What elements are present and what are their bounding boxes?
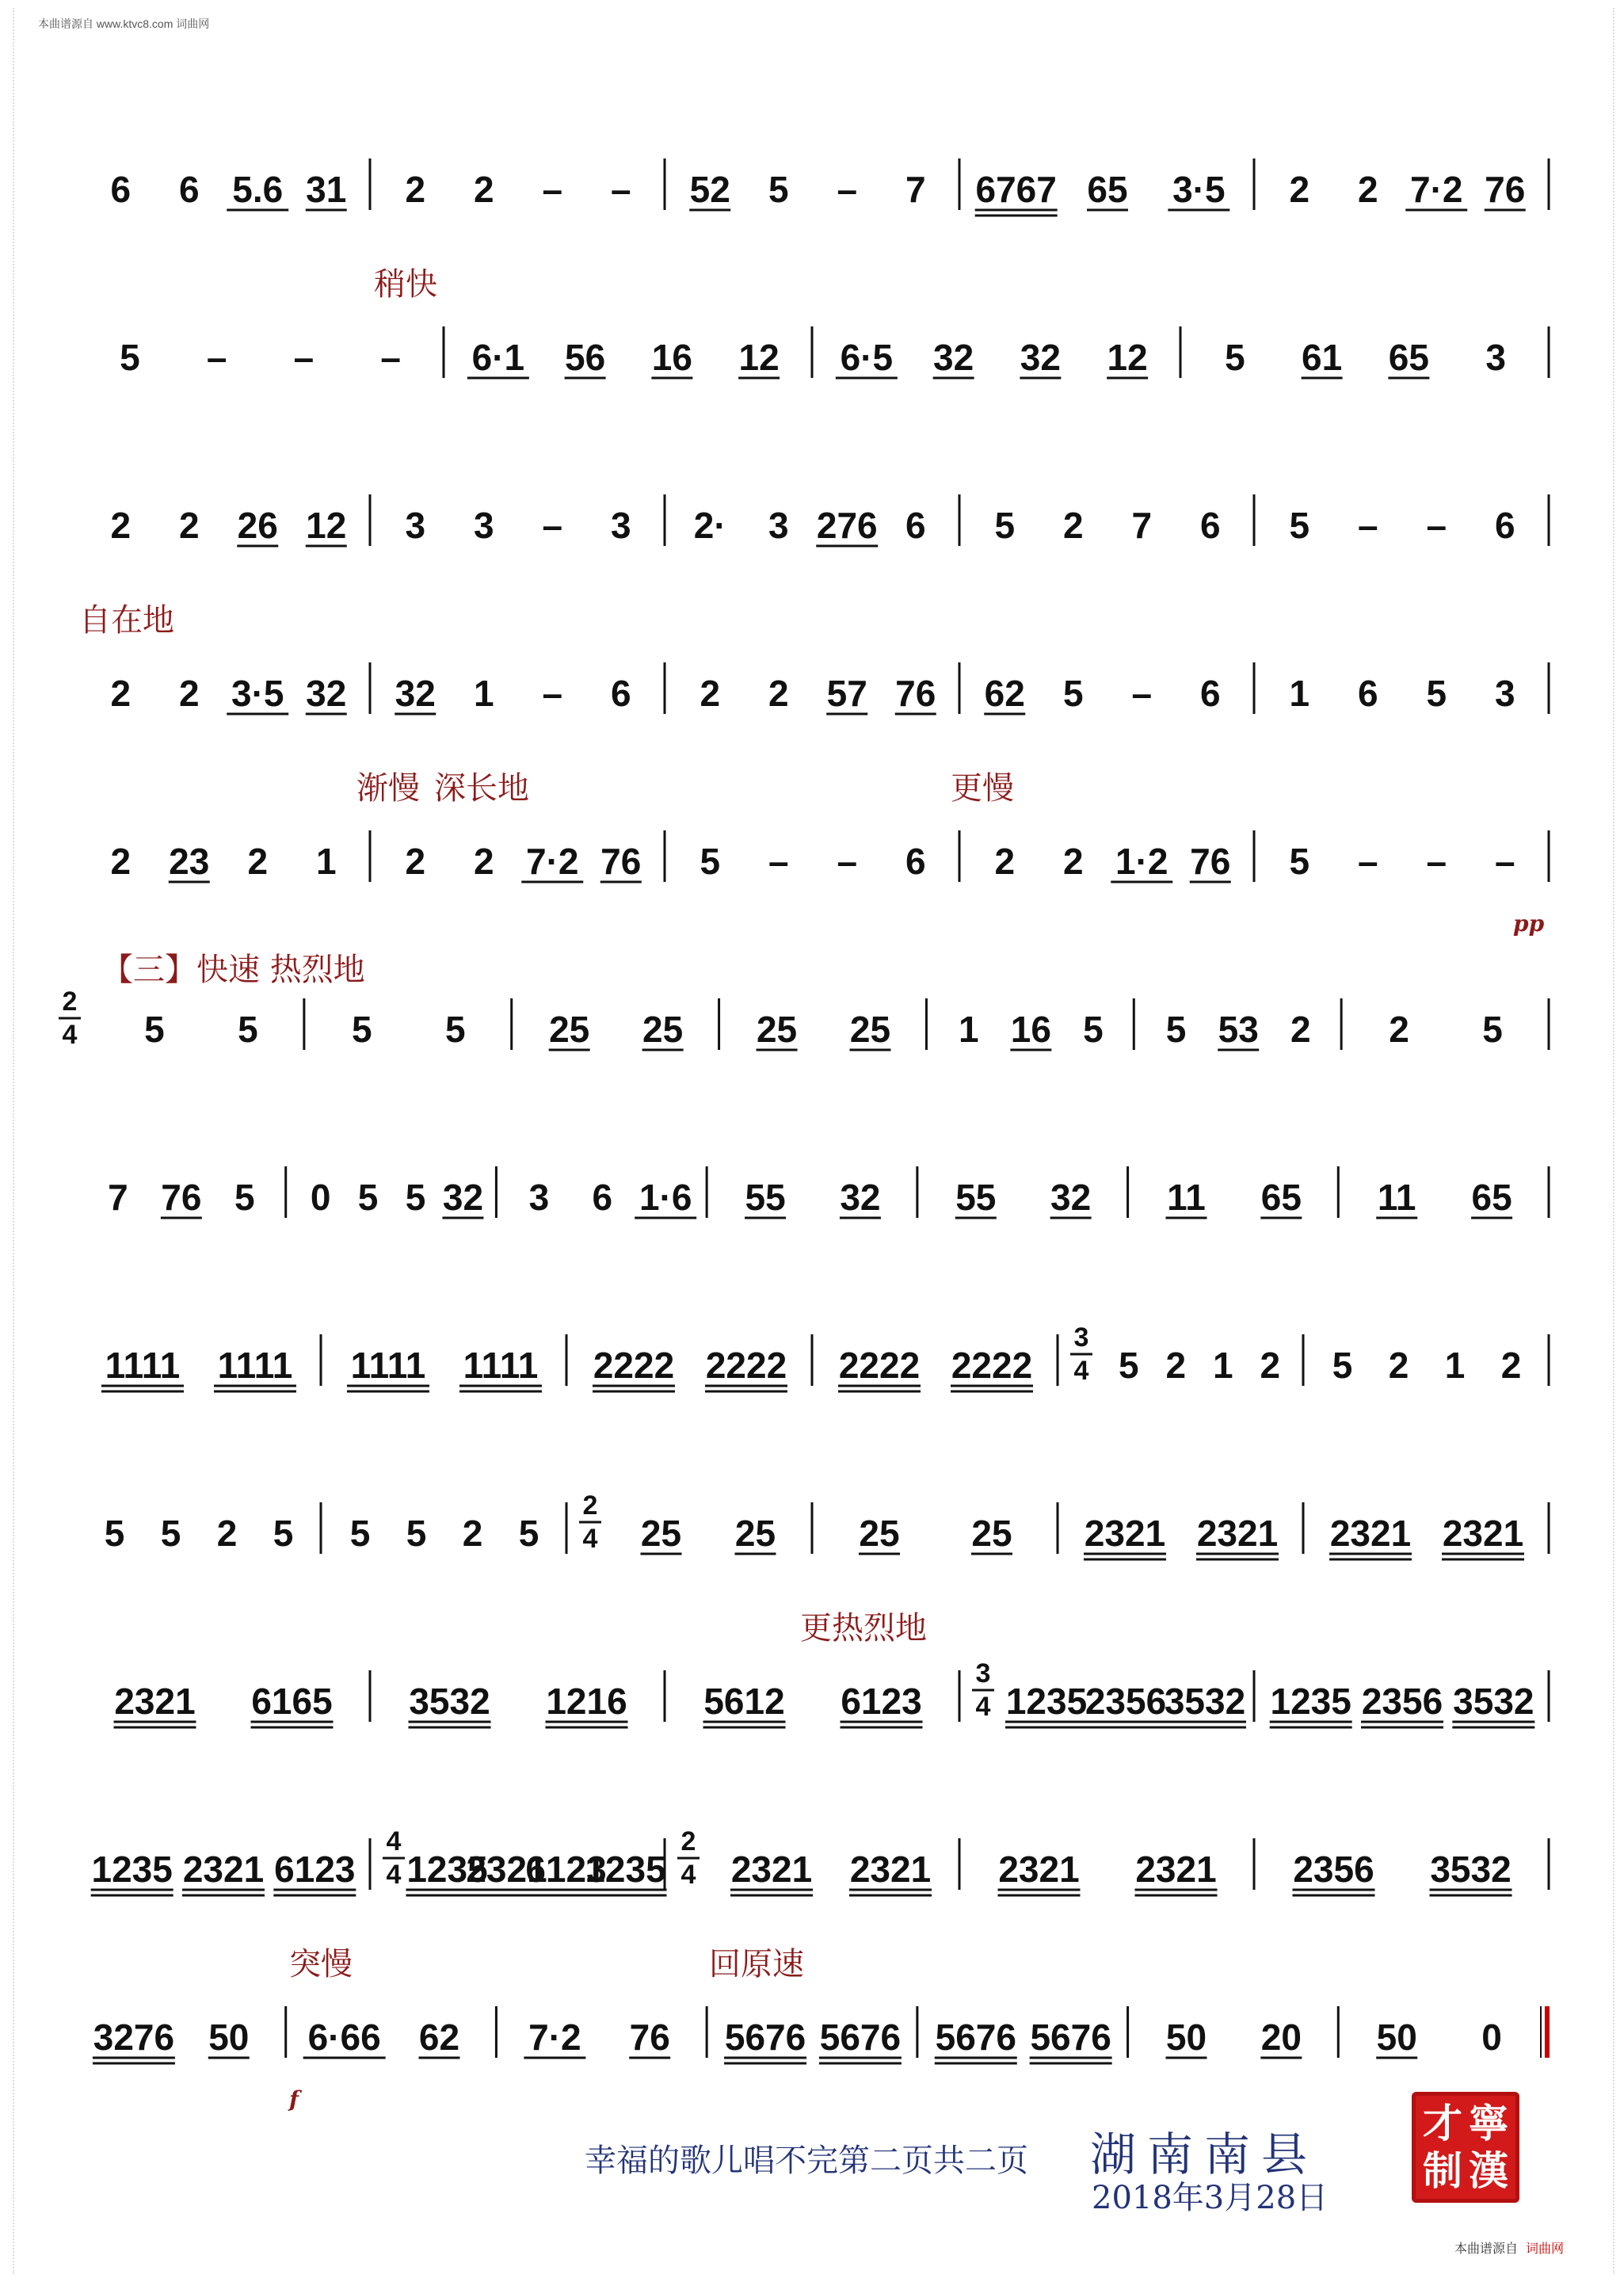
dynamic-mark: f [289,2086,299,2112]
time-signature: 3 [1073,1322,1089,1353]
note-group: 6·5 [840,337,894,378]
note-group: – [1357,505,1378,546]
note-group: 50 [208,2017,250,2058]
note-group: – [1357,841,1378,882]
note-group: 5 [349,1513,371,1554]
note-group: 2321 [1196,1513,1279,1554]
note-group: 2321 [182,1849,265,1890]
note-group: 3532 [1164,1681,1246,1722]
note-group: 7 [1131,505,1153,546]
note-group: 57 [826,673,867,714]
note-group: 25 [549,1009,590,1050]
note-group: 7 [905,169,926,210]
note-group: 7 [108,1177,128,1218]
note-group: – [1131,673,1153,714]
note-group: 5 [700,841,721,882]
note-group: 1216 [546,1681,627,1722]
note-group: 5 [444,1009,466,1050]
note-group: 65 [1388,337,1429,378]
page-footer-title: 幸福的歌儿唱不完第二页共二页 [585,2143,1028,2179]
note-group: 65 [1260,1177,1302,1218]
note-group: 50 [1376,2017,1417,2058]
note-group: 5 [160,1513,181,1554]
note-group: 2 [1357,169,1378,210]
time-signature: 4 [1073,1356,1089,1386]
note-group: 2 [110,505,132,546]
note-group: 5 [1118,1345,1139,1386]
note-group: 1235 [1270,1681,1351,1722]
note-group: 5 [518,1513,539,1554]
note-group: 5 [1289,505,1310,546]
note-group: – [1494,841,1515,882]
note-group: 2 [1062,841,1084,882]
note-group: 5676 [1030,2017,1111,2058]
note-group: 50 [1165,2017,1207,2058]
note-group: 2222 [951,1345,1033,1386]
note-group: 26 [237,505,278,546]
note-group: 2 [994,841,1016,882]
note-group: 0 [310,1177,331,1218]
note-group: 2 [473,169,494,210]
note-group: 1235 [585,1849,666,1890]
note-group: 12 [1107,337,1148,378]
note-group: 5 [234,1177,255,1218]
note-group: 25 [640,1513,682,1554]
note-group: 3 [1494,673,1515,714]
note-group: – [542,505,563,546]
note-group: 25 [642,1009,684,1050]
note-group: 2321 [1329,1513,1412,1554]
note-group: 32 [1020,337,1061,378]
note-group: 32 [306,673,347,714]
note-group: 23 [169,841,210,882]
note-group: 2 [1389,1009,1409,1050]
note-group: 53 [1218,1009,1259,1050]
note-group: 52 [689,169,730,210]
note-group: 5.6 [232,169,284,210]
note-group: 3·5 [1172,169,1226,210]
note-group: 6 [610,673,631,714]
note-group: 276 [816,505,878,546]
note-group: 2321 [730,1849,813,1890]
note-group: 11 [1167,1177,1206,1218]
note-group: 61 [1302,337,1343,378]
note-group: 25 [756,1009,798,1050]
note-group: 25 [971,1513,1012,1554]
note-group: 2· [693,505,726,546]
note-group: 2 [247,841,269,882]
note-group: 2 [473,841,494,882]
note-group: 1 [958,1009,979,1050]
note-group: 25 [734,1513,776,1554]
note-group: 5676 [724,2017,806,2058]
note-group: 2321 [849,1849,932,1890]
tempo-mark: 回原速 [709,1946,804,1982]
note-group: 2222 [593,1345,675,1386]
note-group: 2 [110,673,132,714]
note-group: 6·1 [471,337,525,378]
red-seal-stamp [1412,2092,1519,2203]
note-group: 2 [1165,1345,1187,1386]
note-group: 2321 [1084,1513,1166,1554]
note-group: – [542,169,563,210]
note-group: 2 [462,1513,483,1554]
note-group: 5 [144,1009,165,1050]
note-group: 2222 [838,1345,921,1386]
seal-char: 漢 [1469,2147,1508,2194]
note-group: – [542,673,563,714]
note-group: – [610,169,631,210]
note-group: 76 [1485,169,1526,210]
note-group: 2 [110,841,132,882]
tempo-mark: 突慢 [289,1946,353,1982]
note-group: 3276 [93,2017,175,2058]
note-group: 32 [442,1177,484,1218]
note-group: 2356 [1085,1681,1167,1722]
note-group: 5 [1165,1009,1187,1050]
note-group: 2 [405,169,426,210]
note-group: 2321 [114,1681,196,1722]
note-group: 3 [1485,337,1506,378]
note-group: – [837,841,858,882]
note-group: 25 [849,1009,891,1050]
note-group: 2 [1500,1345,1522,1386]
note-group: 6 [1199,505,1221,546]
note-group: 2 [768,673,789,714]
note-group: 20 [1260,2017,1302,2058]
note-group: 6·66 [307,2017,381,2058]
seal-char: 才 [1423,2100,1462,2147]
note-group: – [206,337,227,378]
note-group: 5 [273,1513,294,1554]
note-group: 2321 [1442,1513,1524,1554]
note-group: 1 [1444,1345,1466,1386]
seal-char: 制 [1423,2147,1462,2194]
note-group: 1 [315,841,337,882]
note-group: 3 [473,505,494,546]
note-group: 1·2 [1115,841,1168,882]
note-group: 62 [418,2017,460,2058]
note-group: 2 [1290,1009,1311,1050]
note-group: 6123 [274,1849,356,1890]
footer-date: 2018年3月28日 [1092,2180,1329,2216]
note-group: 32 [395,673,436,714]
note-group: 1235 [91,1849,173,1890]
note-group: 5676 [819,2017,902,2058]
note-group: 2321 [466,1849,547,1890]
footer-place: 湖南南县 [1090,2127,1319,2181]
note-group: 1111 [105,1345,181,1386]
note-group: 5612 [703,1681,785,1722]
note-group: 6 [905,505,926,546]
time-signature: 4 [386,1826,402,1857]
note-group: – [837,169,858,210]
time-signature: 4 [62,1020,78,1050]
note-group: 5 [238,1009,258,1050]
note-group: 1·6 [639,1177,692,1218]
note-group: 5 [994,505,1016,546]
note-group: 6123 [841,1681,922,1722]
note-group: 2 [1062,505,1084,546]
note-group: 1 [1212,1345,1233,1386]
note-group: 3 [405,505,426,546]
note-group: 3532 [1453,1681,1534,1722]
note-group: 11 [1377,1177,1416,1218]
time-signature: 2 [62,986,78,1017]
time-signature: 4 [680,1860,696,1890]
note-group: 2 [178,673,200,714]
note-group: 6 [110,169,132,210]
source-credit: 本曲谱源自 www.ktvc8.com 词曲网 [38,17,210,30]
note-group: 56 [565,337,606,378]
note-group: 65 [1087,169,1128,210]
note-group: 5 [406,1513,427,1554]
time-signature: 2 [582,1490,598,1521]
tempo-mark: 渐慢 [356,770,420,807]
note-group: 2 [700,673,721,714]
note-group: 5 [405,1177,426,1218]
note-group: 2 [1289,169,1310,210]
note-group: 6767 [975,169,1057,210]
note-group: 12 [738,337,780,378]
bottom-credit: 本曲谱源自 词曲网 [1454,2242,1565,2256]
note-group: 2356 [1293,1849,1374,1890]
tempo-mark: 更热烈地 [800,1610,927,1647]
note-group: 3·5 [231,673,284,714]
note-group: 5 [768,169,789,210]
tempo-mark: 更慢 [951,770,1014,807]
note-group: 2 [216,1513,238,1554]
note-group: 32 [1050,1177,1092,1218]
note-group: 6 [178,169,200,210]
note-group: – [293,337,315,378]
note-group: 0 [1481,2017,1502,2058]
note-group: 3 [610,505,631,546]
note-group: 6 [1494,505,1515,546]
note-group: 2 [1260,1345,1281,1386]
note-group: 16 [651,337,692,378]
note-group: 12 [306,505,347,546]
note-group: – [1426,505,1447,546]
note-group: 1111 [463,1345,539,1386]
note-group: 32 [933,337,974,378]
note-group: 55 [955,1177,997,1218]
note-group: – [768,841,789,882]
note-group: 2 [1388,1345,1409,1386]
tempo-mark: 深长地 [434,770,529,807]
note-group: 2321 [1135,1849,1217,1890]
note-group: 1 [473,673,494,714]
note-group: 65 [1471,1177,1512,1218]
note-group: 6 [1357,673,1378,714]
note-group: 3 [528,1177,550,1218]
tempo-mark: 自在地 [79,602,174,639]
note-group: 5 [104,1513,125,1554]
note-group: 32 [840,1177,881,1218]
note-group: 5 [1083,1009,1104,1050]
time-signature: 2 [680,1826,696,1857]
dynamic-mark: pp [1513,910,1545,937]
note-group: 76 [1190,841,1231,882]
note-group: – [380,337,401,378]
note-group: 2321 [998,1849,1080,1890]
note-group: 5 [1225,337,1245,378]
note-group: 1111 [350,1345,426,1386]
note-group: 2222 [705,1345,787,1386]
note-group: 76 [629,2017,670,2058]
bottom-site: 词曲网 [1526,2242,1565,2256]
note-group: 5 [1062,673,1084,714]
note-group: 3532 [409,1681,490,1722]
note-group: – [1426,841,1447,882]
section-label: 【三】快速 热烈地 [101,952,365,988]
note-group: 6 [905,841,926,882]
note-group: 55 [745,1177,786,1218]
note-group: 5 [1289,841,1310,882]
note-group: 3532 [1430,1849,1512,1890]
note-group: 5 [120,337,140,378]
note-group: 76 [600,841,642,882]
note-group: 7·2 [528,2017,581,2058]
note-group: 16 [1010,1009,1051,1050]
note-group: 76 [161,1177,202,1218]
note-group: 2 [178,505,200,546]
time-signature: 3 [975,1658,991,1689]
note-group: 7·2 [1410,169,1463,210]
note-group: 62 [984,673,1025,714]
note-group: 5 [1332,1345,1353,1386]
note-group: 2356 [1361,1681,1443,1722]
note-group: 25 [859,1513,900,1554]
time-signature: 4 [975,1692,991,1722]
note-group: 1 [1289,673,1310,714]
note-group: 5 [1482,1009,1503,1050]
note-group: 5 [352,1009,372,1050]
note-group: 3 [768,505,789,546]
tempo-mark: 稍快 [374,266,437,303]
note-group: 7·2 [526,841,579,882]
note-group: 6165 [251,1681,333,1722]
note-group: 1235 [1005,1681,1088,1722]
note-group: 2 [405,841,426,882]
note-group: 1111 [217,1345,293,1386]
note-group: 1235 [406,1849,488,1890]
note-group: 6123 [525,1849,607,1890]
time-signature: 4 [582,1524,598,1554]
seal-char: 寧 [1469,2100,1508,2147]
note-group: 6 [592,1177,613,1218]
note-group: 76 [895,673,936,714]
note-group: 5676 [935,2017,1016,2058]
note-group: 6 [1199,673,1221,714]
time-signature: 4 [386,1860,402,1890]
note-group: 5 [357,1177,379,1218]
note-group: 5 [1426,673,1447,714]
note-group: 31 [306,169,347,210]
